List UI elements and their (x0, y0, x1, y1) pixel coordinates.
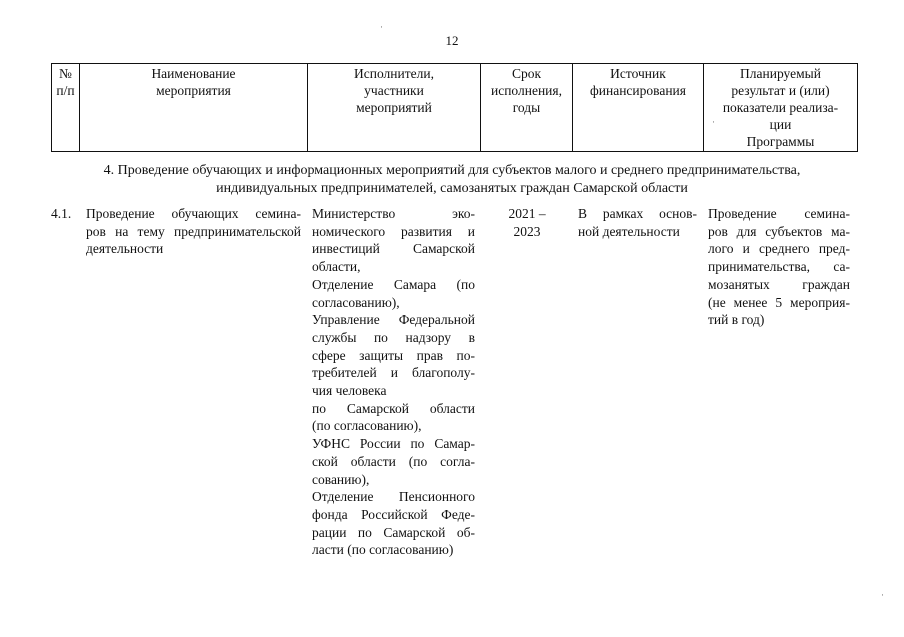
row-executors-line: Отделение Самара (по (312, 276, 475, 292)
row-executors-line: сованию), (312, 471, 370, 487)
row-executors-line: ласти (по согласованию) (312, 542, 454, 558)
section-heading-line: индивидуальных предпринимателей, самозанятых граждан Самарской области (216, 181, 688, 196)
header-result (704, 64, 858, 152)
header-line: Программы (746, 134, 815, 149)
section-heading-line: 4. Проведение обучающих и информационных мероприятий для субъектов малого и среднего предпринимательства, (103, 163, 801, 178)
header-line: результат и (или) (731, 83, 830, 98)
row-executors-line: службы по надзору в (312, 329, 475, 345)
header-line: мероприятий (356, 100, 432, 115)
header-line: показатели реализа- (722, 100, 839, 115)
row-executors-line: сфере защиты прав по- (312, 347, 475, 363)
header-line: ции (769, 117, 792, 132)
row-number: 4.1. (51, 206, 72, 221)
table-header-row (52, 64, 858, 152)
row-executors-line: инвестиций Самарской (312, 241, 475, 257)
row-name-line: Проведение обучающих семина- (86, 206, 301, 221)
header-executors (308, 64, 481, 152)
header-line: Источник (610, 66, 666, 81)
row-result-line: лого и среднего пред- (708, 241, 850, 257)
row-executors-line: Управление Федеральной (312, 312, 475, 328)
header-line: Планируемый (740, 66, 821, 81)
page-number: 12 (445, 33, 459, 48)
row-executors-line: ской области (по согла- (312, 453, 475, 469)
header-line: годы (512, 100, 541, 115)
row-executors-line: области, (312, 259, 361, 275)
row-funding-line: В рамках основ- (578, 206, 697, 221)
row-term (497, 205, 557, 240)
row-name (86, 205, 301, 258)
header-line: Наименование (151, 66, 236, 81)
row-name-line: ров на тему предпринимательской (86, 223, 301, 239)
row-executors-line: УФНС России по Самар- (312, 436, 475, 452)
header-name (80, 64, 308, 152)
row-result (708, 205, 850, 329)
header-line: Срок (511, 66, 542, 81)
row-executors (312, 205, 475, 559)
header-term (481, 64, 573, 152)
row-result-line: (не менее 5 мероприя- (708, 294, 850, 310)
header-line: финансирования (590, 83, 686, 98)
header-line: мероприятия (156, 83, 231, 98)
scan-speck: · (712, 117, 715, 127)
row-funding (578, 205, 697, 240)
scan-speck: · (380, 22, 383, 32)
header-no (52, 64, 80, 152)
row-result-line: мозанятых граждан (708, 276, 850, 292)
header-line: исполнения, (490, 83, 562, 98)
row-executors-line: фонда Российской Феде- (312, 506, 475, 522)
section-heading (0, 162, 904, 198)
header-line: № (59, 66, 72, 81)
header-line: п/п (56, 83, 75, 98)
row-name-line: деятельности (86, 241, 164, 257)
row-result-line: ров для субъектов ма- (708, 223, 850, 239)
header-source (573, 64, 704, 152)
row-executors-line: Министерство эко- (312, 206, 475, 221)
row-executors-line: рации по Самарской об- (312, 524, 475, 540)
row-funding-line: ной деятельности (578, 223, 680, 239)
table-header (51, 63, 858, 152)
row-result-line: тий в год) (708, 312, 765, 328)
row-executors-line: требителей и благополу- (312, 365, 475, 381)
row-result-line: Проведение семина- (708, 206, 850, 221)
row-executors-line: номического развития и (312, 223, 475, 239)
row-executors-line: чия человека (312, 383, 387, 399)
row-executors-line: согласованию), (312, 294, 400, 310)
row-term-line: 2023 (513, 223, 541, 239)
header-line: участники (364, 83, 424, 98)
row-term-line: 2021 – (508, 206, 546, 221)
row-executors-line: (по согласованию), (312, 418, 422, 434)
scan-speck: · (881, 590, 884, 600)
row-executors-line: по Самарской области (312, 400, 475, 416)
header-line: Исполнители, (354, 66, 434, 81)
row-executors-line: Отделение Пенсионного (312, 489, 475, 505)
row-result-line: принимательства, са- (708, 259, 850, 275)
